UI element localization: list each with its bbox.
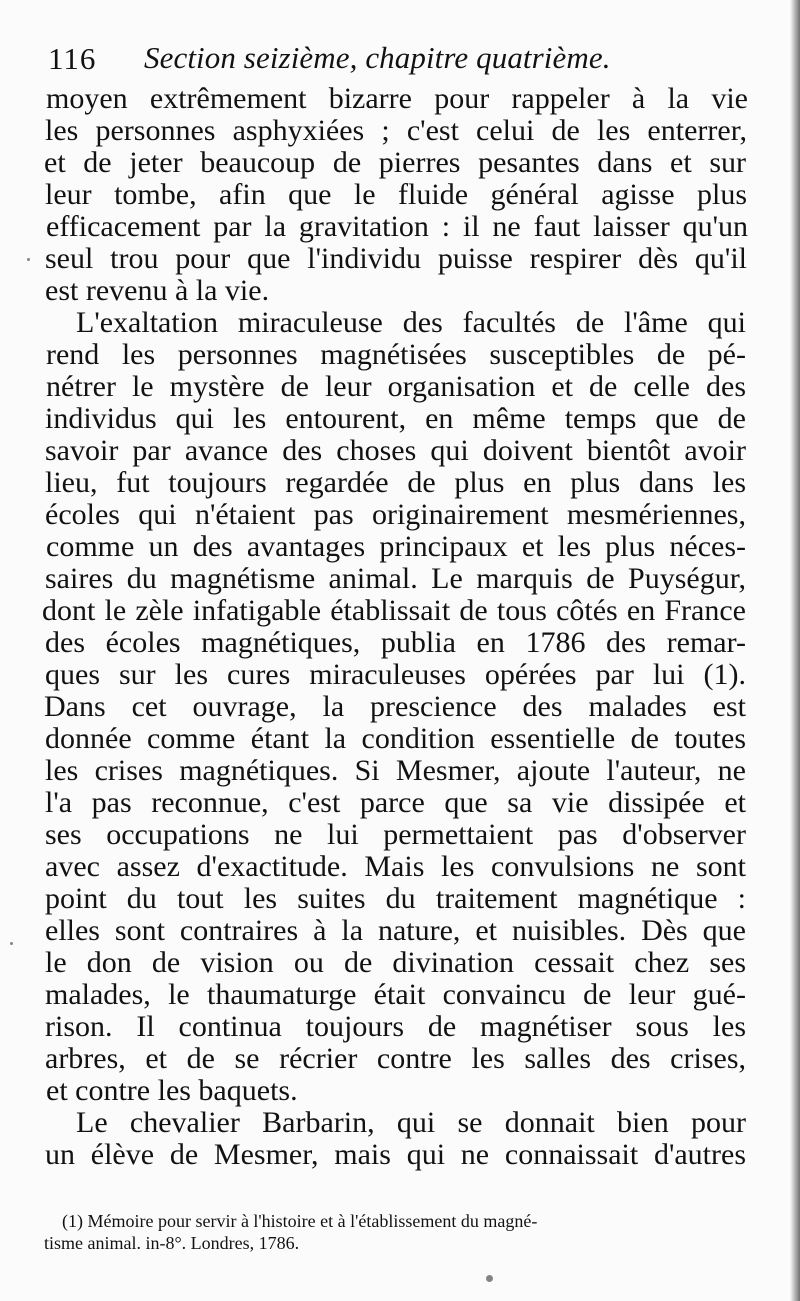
running-head: Section seizième, chapitre quatrième. (144, 40, 611, 75)
text-line: malades, le thaumaturge était convaincu de leur gué- (45, 978, 746, 1011)
text-line: comme un des avantages principaux et les plus néces- (46, 530, 746, 563)
text-line: ses occupations ne lui permettaient pas d'observer (45, 818, 746, 851)
text-line: saires du magnétisme animal. Le marquis de Puységur, (45, 562, 746, 595)
print-speck (10, 942, 13, 945)
text-line: arbres, et de se récrier contre les salles des crises, (45, 1042, 746, 1075)
text-line: le don de vision ou de divination cessait chez ses (45, 946, 746, 979)
text-line: les crises magnétiques. Si Mesmer, ajoute l'auteur, ne (45, 754, 746, 787)
text-line: les personnes asphyxiées ; c'est celui de les enterrer, (45, 114, 747, 147)
page-number: 116 (48, 41, 97, 76)
text-line: seul trou pour que l'individu puisse respirer dès qu'il (45, 242, 747, 275)
text-line: et de jeter beaucoup de pierres pesantes dans et sur (44, 146, 746, 179)
text-line: donnée comme étant la condition essentielle de toutes (45, 722, 746, 755)
text-line: leur tombe, afin que le fluide général agisse plus (45, 178, 747, 211)
text-line: ques sur les cures miraculeuses opérées par lui (1). (45, 658, 746, 691)
footnote-line: tisme animal. in-8°. Londres, 1786. (44, 1233, 300, 1253)
text-line: avec assez d'exactitude. Mais les convulsions ne sont (45, 850, 746, 883)
page-edge-shadow (790, 0, 800, 1301)
print-speck (27, 258, 30, 261)
text-line: individus qui les entourent, en même temps que de (45, 402, 746, 435)
paragraph-start: Le chevalier Barbarin, qui se donnait bien pour (76, 1106, 746, 1139)
text-line: nétrer le mystère de leur organisation et de celle des (46, 370, 746, 403)
text-line: un élève de Mesmer, mais qui ne connaissait d'autres (45, 1138, 746, 1171)
print-speck (486, 1275, 493, 1282)
text-line: des écoles magnétiques, publia en 1786 des remar- (45, 626, 746, 659)
text-line: moyen extrêmement bizarre pour rappeler à la vie (46, 82, 748, 115)
text-line: et contre les baquets. (46, 1074, 298, 1107)
text-line: écoles qui n'étaient pas originairement mesmériennes, (45, 498, 746, 531)
text-line: est revenu à la vie. (45, 274, 270, 307)
text-line: Dans cet ouvrage, la prescience des malades est (44, 690, 746, 723)
text-line: efficacement par la gravitation : il ne faut laisser qu'un (46, 210, 748, 243)
text-line: elles sont contraires à la nature, et nuisibles. Dès que (45, 914, 746, 947)
footnote (44, 1210, 744, 1254)
paragraph-start: L'exaltation miraculeuse des facultés de l'âme qui (76, 306, 746, 339)
text-line: dont le zèle infatigable établissait de tous côtés en France (42, 594, 746, 627)
text-line: point du tout les suites du traitement magnétique : (45, 882, 746, 915)
text-line: l'a pas reconnue, c'est parce que sa vie dissipée et (45, 786, 746, 819)
text-line: rend les personnes magnétisées susceptibles de pé- (46, 338, 746, 371)
footnote-line: (1) Mémoire pour servir à l'histoire et à l'établissement du magné- (62, 1211, 538, 1231)
text-line: lieu, fut toujours regardée de plus en plus dans les (45, 466, 746, 499)
text-line: rison. Il continua toujours de magnétiser sous les (45, 1010, 746, 1043)
text-line: savoir par avance des choses qui doivent bientôt avoir (45, 434, 746, 467)
